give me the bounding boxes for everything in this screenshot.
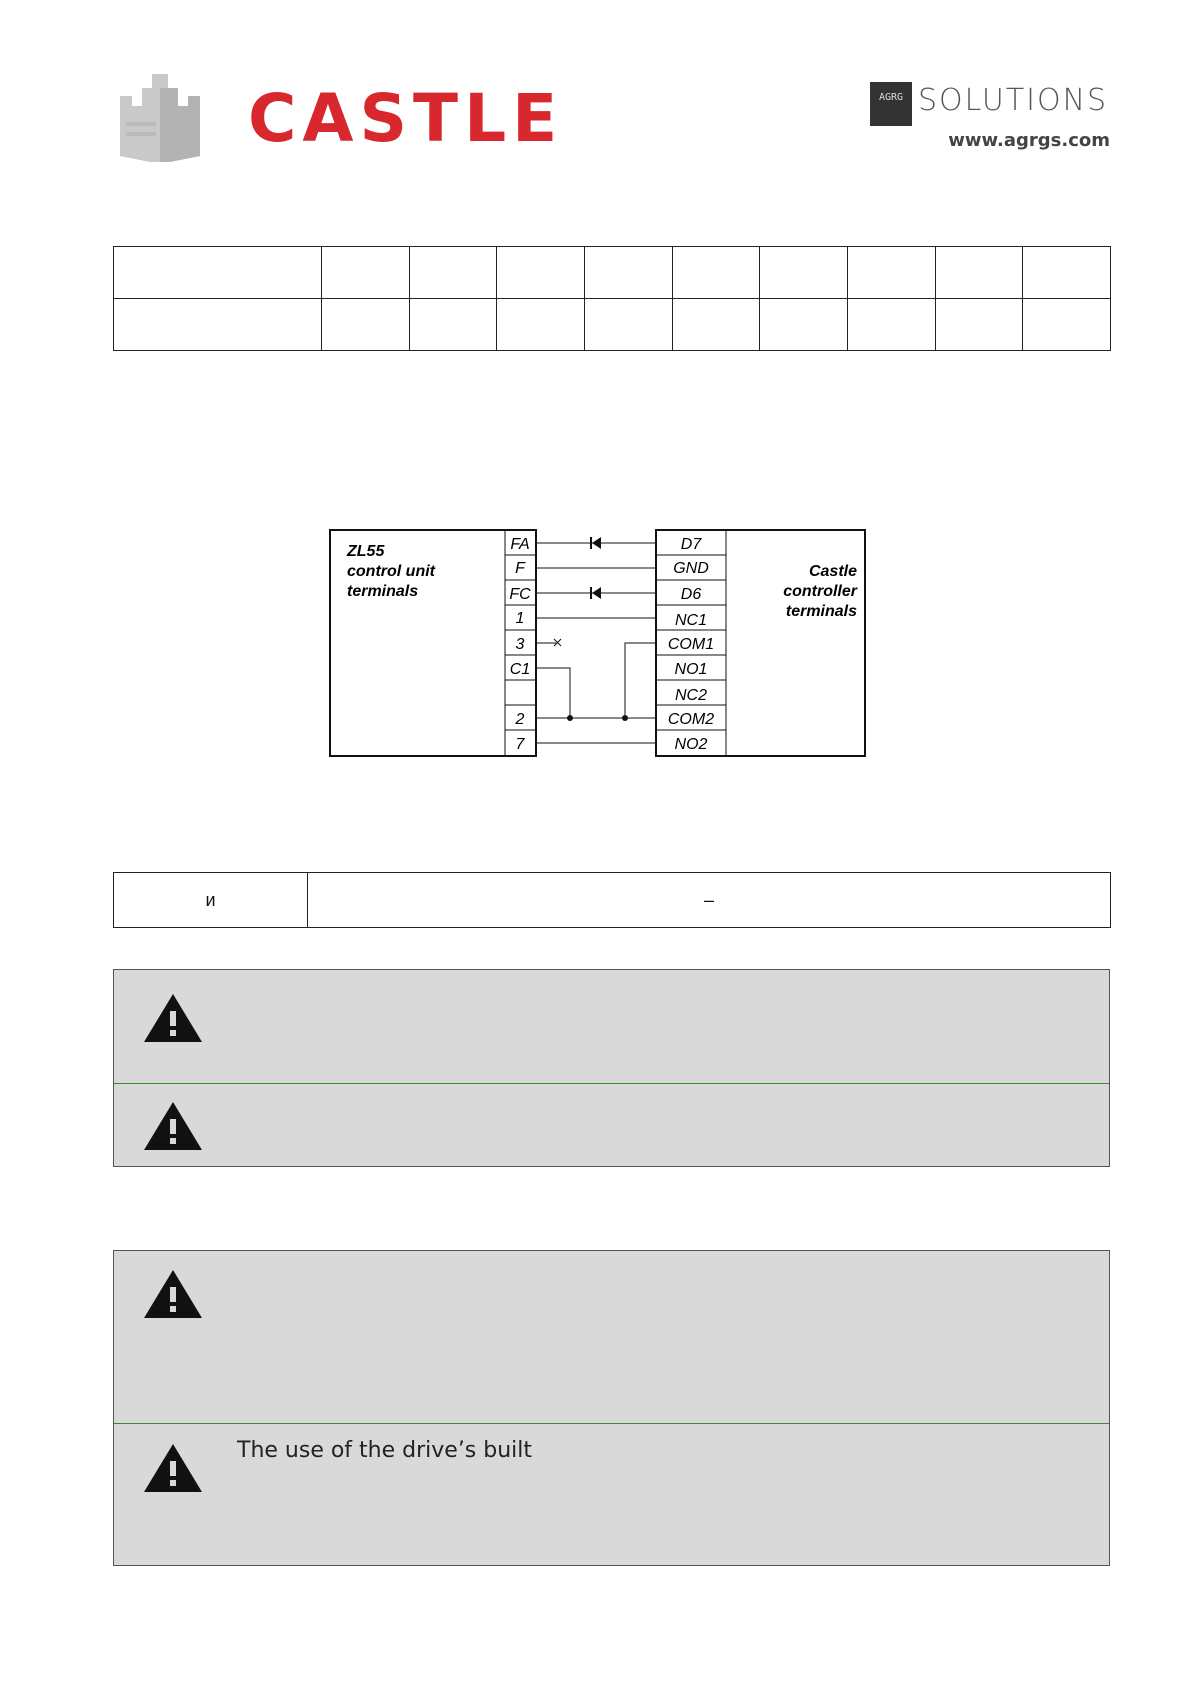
table-row <box>114 299 1111 351</box>
table-cell <box>847 247 935 299</box>
warning-row <box>114 1251 1109 1424</box>
terminal-2: 2 <box>515 711 525 728</box>
table-row <box>114 247 1111 299</box>
table-cell <box>1023 299 1111 351</box>
table-cell <box>584 299 672 351</box>
junction-dot <box>622 715 628 721</box>
castle-tower-icon <box>112 66 208 162</box>
table-cell <box>409 299 497 351</box>
terminal-d7: D7 <box>680 536 702 553</box>
table-cell <box>322 299 410 351</box>
top-table <box>113 246 1111 351</box>
agrg-box-mark: AGRG <box>870 82 912 126</box>
table-cell: – <box>308 873 1111 928</box>
left-title-line-2: control unit <box>347 563 435 580</box>
terminal-no2: NO2 <box>674 736 708 753</box>
table-cell <box>114 299 322 351</box>
warning-box <box>113 969 1110 1167</box>
table-cell <box>497 299 585 351</box>
terminal-1: 1 <box>515 610 525 627</box>
table-cell <box>672 247 760 299</box>
table-cell <box>1023 247 1111 299</box>
terminal-nc2: NC2 <box>674 687 708 704</box>
warning-box <box>113 1250 1110 1566</box>
wires <box>536 543 656 743</box>
table-cell <box>935 247 1023 299</box>
castle-logo <box>112 66 564 166</box>
table-cell <box>760 247 848 299</box>
terminal-com2: COM2 <box>667 711 715 728</box>
table-cell <box>935 299 1023 351</box>
warning-row <box>114 970 1109 1084</box>
terminal-3: 3 <box>515 636 525 653</box>
left-title-line-1: ZL55 <box>347 543 385 560</box>
diode-icon <box>591 587 601 599</box>
warning-icon <box>142 1442 204 1494</box>
terminal-f: F <box>515 560 525 577</box>
table-row <box>114 873 1111 928</box>
terminal-d6: D6 <box>680 586 702 603</box>
wiring-diagram <box>325 525 870 760</box>
table-cell <box>847 299 935 351</box>
terminal-com1: COM1 <box>667 636 715 653</box>
agrg-logo <box>870 80 1110 160</box>
table-cell <box>497 247 585 299</box>
table-cell <box>760 299 848 351</box>
left-title-line-3: terminals <box>347 583 419 600</box>
castle-brand-text: CASTLE <box>248 80 564 157</box>
terminal-gnd: GND <box>673 560 709 577</box>
terminal-fc: FC <box>509 586 531 603</box>
junction-dot <box>567 715 573 721</box>
terminal-fa: FA <box>510 536 530 553</box>
terminal-7: 7 <box>515 736 525 753</box>
right-title-line-3: terminals <box>785 603 857 620</box>
warning-text: The use of the drive’s built <box>237 1438 533 1463</box>
terminal-c1: C1 <box>509 661 531 678</box>
agrg-brand-text: SOLUTIONS <box>918 83 1109 118</box>
terminal-no1: NO1 <box>674 661 708 678</box>
right-title-line-1: Castle <box>808 563 857 580</box>
right-title-line-2: controller <box>783 583 857 600</box>
table-cell <box>322 247 410 299</box>
warning-icon <box>142 1100 204 1152</box>
table-cell <box>672 299 760 351</box>
warning-icon <box>142 1268 204 1320</box>
diode-icon <box>591 537 601 549</box>
table-cell <box>584 247 672 299</box>
warning-icon <box>142 992 204 1044</box>
info-table <box>113 872 1111 928</box>
website-url: www.agrgs.com <box>948 130 1110 151</box>
terminal-nc1: NC1 <box>674 612 708 629</box>
table-cell: и <box>114 873 308 928</box>
table-cell <box>409 247 497 299</box>
table-cell <box>114 247 322 299</box>
warning-row <box>114 1084 1109 1167</box>
warning-row <box>114 1424 1109 1566</box>
